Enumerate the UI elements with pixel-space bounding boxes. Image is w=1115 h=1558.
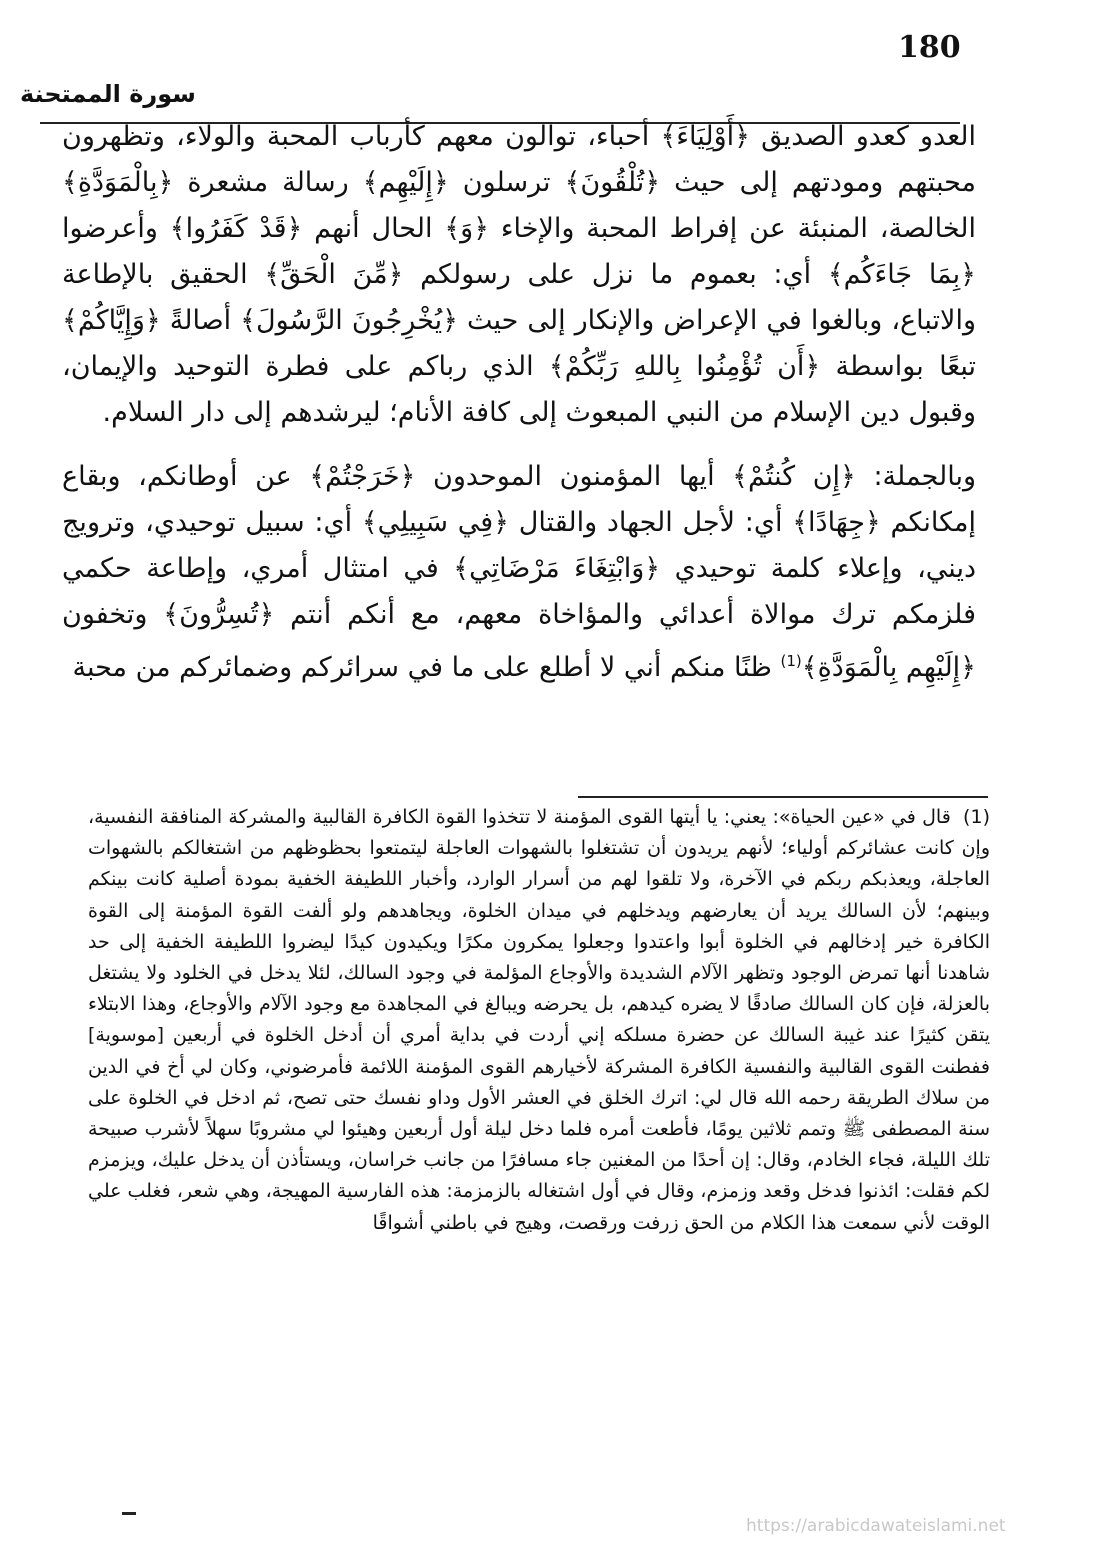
paragraph-1: العدو كعدو الصديق ﴿أَوْلِيَاءَ﴾ أحباء، توالون معهم كأرباب المحبة والولاء، وتظهرون محبتهم ومودتهم إلى حيث ﴿تُلْقُونَ﴾ ترسلون ﴿إِلَيْهِم﴾ رسالة مشعرة ﴿بِالْمَوَدَّةِ﴾ الخالصة، المنبئة عن إفراط المحبة والإخاء ﴿وَ﴾ الحال أنهم ﴿قَدْ كَفَرُوا﴾ وأعرضوا ﴿بِمَا جَاءَكُم﴾ أي: بعموم ما نزل على رسولكم ﴿مِّنَ الْحَقِّ﴾ الحقيق بالإطاعة والاتباع، وبالغوا في الإعراض والإنكار إلى حيث ﴿يُخْرِجُونَ الرَّسُولَ﴾ أصالةً ﴿وَإِيَّاكُمْ﴾ تبعًا بواسطة ﴿أَن تُؤْمِنُوا بِاللهِ رَبِّكُمْ﴾ الذي رباكم على فطرة التوحيد والإيمان، وقبول دين الإسلام من النبي المبعوث إلى كافة الأنام؛ ليرشدهم إلى دار السلام. [62, 121, 976, 428]
footnote [88, 802, 990, 1239]
paragraph-2-text: وبالجملة: ﴿إِن كُنتُمْ﴾ أيها المؤمنون الموحدون ﴿خَرَجْتُمْ﴾ عن أوطانكم، وبقاع إمكانكم ﴿جِهَادًا﴾ أي: لأجل الجهاد والقتال ﴿فِي سَبِيلِي﴾ أي: سبيل توحيدي، وترويج ديني، وإعلاء كلمة توحيدي ﴿وَابْتِغَاءَ مَرْضَاتِي﴾ في امتثال أمري، وإطاعة حكمي فلزمكم ترك موالاة أعدائي والمؤاخاة معهم، مع أنكم أنتم ﴿تُسِرُّونَ﴾ وتخفون ﴿إِلَيْهِم بِالْمَوَدَّةِ﴾ [62, 461, 976, 683]
paragraph-2 [62, 454, 976, 691]
main-text [62, 114, 976, 709]
watermark: https://arabicdawateislami.net [746, 1516, 1006, 1536]
surah-title: سورة الممتحنة [20, 80, 196, 108]
paragraph-2-end: ظنًا منكم أني لا أطلع على ما في سرائركم وضمائركم من محبة [72, 652, 781, 683]
footnote-text: قال في «عين الحياة»: يعني: يا أيتها القوى المؤمنة لا تتخذوا القوة الكافرة القالبية والمشركة المنافقة النفسية، وإن كانت عشائركم أولياء؛ لأنهم يريدون أن تشتغلوا بالشهوات العاجلة ليتمتعوا بحظوظهم من اشتغالكم بالشهوات العاجلة، ويعذبكم ربكم في الآخرة، ولا تلقوا لهم من أسرار الوارد، وأخبار اللطيفة الخفية بمودة أصلية كانت بينكم وبينهم؛ لأن السالك يريد أن يعارضهم ويدخلهم في ميدان الخلوة، ويجاهدهم ولو ألفت القوة المؤمنة إلى القوة الكافرة خير إدخالهم في الخلوة أبوا واعتدوا وجعلوا يمكرون مكرًا ويكيدون كيدًا ليضروا اللطيفة الخفية إلى حد شاهدنا أنها تمرض الوجود وتظهر الآلام الشديدة والأوجاع المؤلمة في وجود السالك، لئلا يدخل في الخلود ولا يشتغل بالعزلة، فإن كان السالك صادقًا لا يضره كيدهم، بل يحرضه ويبالغ في المجاهدة مع وجود الآلام والأوجاع، وهذا الابتلاء يتقن كثيرًا عند غيبة السالك عن حضرة مسلكه إني أردت في بداية أمري أن أدخل الخلوة في أربعين [موسوية] ففطنت القوى القالبية والنفسية الكافرة المشركة لأخيارهم القوى المؤمنة اللائمة فأمرضوني، وكان لي أخ في الدين من سلاك الطريقة رحمه الله قال لي: اترك الخلق في العشر الأول وداو نفسك حتى تصح، ثم ادخل في الخلوة على سنة المصطفى ﷺ وتمم ثلاثين يومًا، فأطعت أمره فلما دخل ليلة أول أربعين وهيئوا لي مشروبًا سهلاً لأشرب صبيحة تلك الليلة، فجاء الخادم، وقال: إن أحدًا من المغنين جاء مسافرًا من جانب خراسان، ويستأذن أن يدخل عليك، ويزمزم لكم فقلت: ائذنوا فدخل وقعد وزمزم، وقال في أول اشتغاله بالزمزمة: هذه الفارسية المهيجة، وهي شعر، فغلب علي الوقت لأني سمعت هذا الكلام من الحق زرفت ورقصت، وهيج في باطني أشواقًا [88, 806, 990, 1234]
page-continuation-mark [122, 1512, 136, 1515]
footnote-reference[interactable]: (1) [780, 652, 802, 670]
page-number: 180 [898, 30, 961, 65]
footnote-marker: (1) [963, 806, 990, 828]
footnote-divider [578, 796, 988, 798]
